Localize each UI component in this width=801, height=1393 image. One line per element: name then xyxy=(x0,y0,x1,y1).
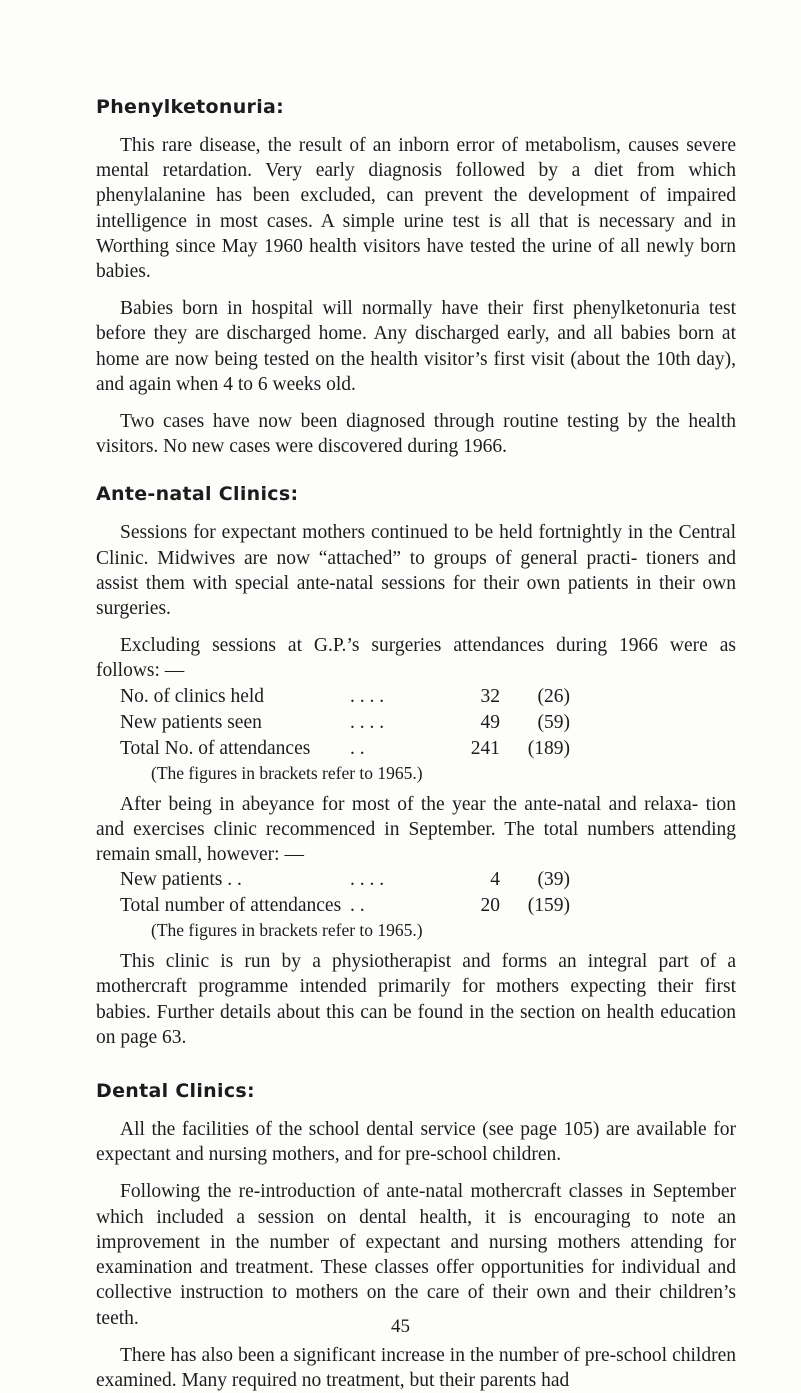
row-value: 20 xyxy=(480,895,500,917)
row-label: Total number of attendances xyxy=(120,895,342,917)
table-row xyxy=(120,684,570,710)
page-content xyxy=(96,96,736,1393)
leader-dots: . . . . xyxy=(350,685,385,707)
row-prev-value: (159) xyxy=(527,895,570,917)
table-row xyxy=(120,710,570,736)
page-number: 45 xyxy=(391,1316,410,1337)
paragraph: Following the re-introduction of ante-natal mothercraft classes in September which included a session on dental health, it is encouraging to note an improvement in the number of expectant and nursing mothers attending for examination and treatment. These classes offer opportunities for individual and collective instruction to mothers on the care of their own and their children’s teeth. xyxy=(96,1181,736,1329)
paragraph: This clinic is run by a physiotherapist and forms an integral part of a mothercraft programme intended primarily for mothers expecting their first babies. Further details about this can be found in the section on health education on page 63. xyxy=(96,951,736,1048)
heading-phenylketonuria: Phenylketonuria: xyxy=(96,96,285,118)
leader-dots: . . . . xyxy=(350,869,385,891)
paragraph: Babies born in hospital will normally have their first phenylketonuria test before they are discharged home. Any discharged early, and all babies born at home are now being tested on the health visitor’s first visit (about the 10th day), and again when 4 to 6 weeks old. xyxy=(96,298,736,395)
row-label: New patients seen xyxy=(120,711,262,733)
table-row xyxy=(120,867,570,893)
attendance-table-1966 xyxy=(120,684,570,762)
row-prev-value: (59) xyxy=(537,711,570,733)
table-row xyxy=(120,893,570,919)
row-label: No. of clinics held xyxy=(120,685,265,707)
relaxation-clinic-table xyxy=(120,867,570,919)
heading-dental-clinics: Dental Clinics: xyxy=(96,1080,255,1103)
paragraph: Sessions for expectant mothers continued to be held fortnightly in the Central Clinic. Midwives are now “attached” to groups of general practi- tioners and assist them with special ante-natal sessions for their own patients in their own surgeries. xyxy=(96,522,736,620)
row-value: 241 xyxy=(470,737,500,759)
paragraph: This rare disease, the result of an inborn error of metabolism, causes severe mental retardation. Very early diagnosis followed by a diet from which phenylalanine has been excluded, can prevent the development of impaired intelligence in most cases. A simple urine test is all that is necessary and in Worthing since May 1960 health visitors have tested the urine of all newly born babies. xyxy=(96,135,736,283)
table-row xyxy=(120,736,570,762)
paragraph: There has also been a significant increase in the number of pre-school children examined. Many required no treatment, but their parents had xyxy=(96,1344,736,1391)
table-note: (The figures in brackets refer to 1965.) xyxy=(151,762,423,783)
row-value: 32 xyxy=(480,685,500,707)
row-prev-value: (189) xyxy=(527,737,570,759)
paragraph: Two cases have now been diagnosed through routine testing by the health visitors. No new cases were discovered during 1966. xyxy=(96,411,736,458)
leader-dots: . . xyxy=(350,737,365,759)
leader-dots: . . . . xyxy=(350,711,385,733)
leader-dots: . . xyxy=(350,895,365,917)
paragraph: Excluding sessions at G.P.’s surgeries attendances during 1966 were as follows: — xyxy=(96,635,736,682)
row-label: New patients . . xyxy=(120,869,242,891)
row-value: 49 xyxy=(480,711,500,733)
paragraph: After being in abeyance for most of the year the ante-natal and relaxa- tion and exercises clinic recommenced in September. The total numbers attending remain small, however: — xyxy=(96,793,736,866)
row-label: Total No. of attendances xyxy=(120,737,311,759)
paragraph: All the facilities of the school dental service (see page 105) are available for expectant and nursing mothers, and for pre-school children. xyxy=(96,1119,736,1166)
heading-antenatal-clinics: Ante-natal Clinics: xyxy=(96,483,299,506)
row-prev-value: (39) xyxy=(537,869,570,891)
table-note: (The figures in brackets refer to 1965.) xyxy=(151,920,423,941)
row-value: 4 xyxy=(490,869,500,891)
row-prev-value: (26) xyxy=(537,685,570,707)
